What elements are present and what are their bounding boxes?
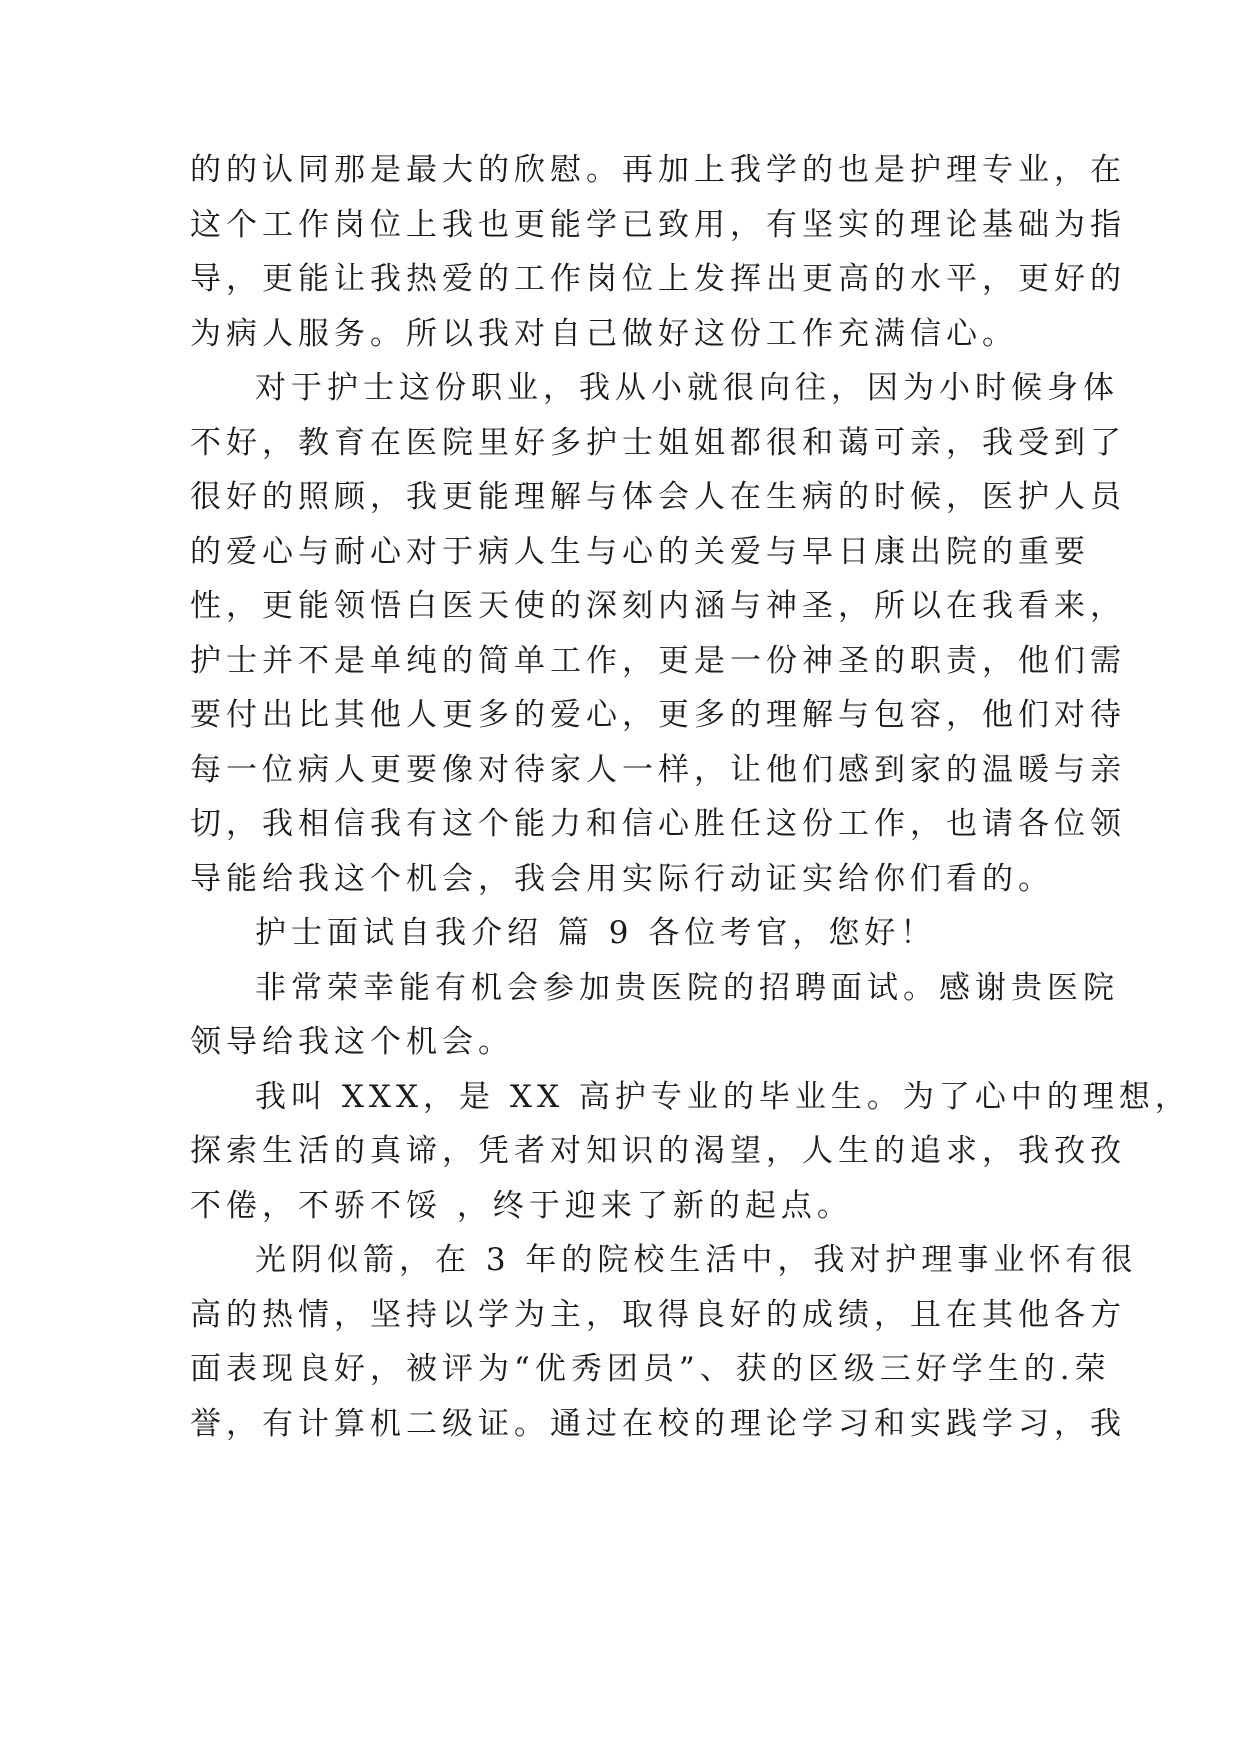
text-line: 高的热情，坚持以学为主，取得良好的成绩，且在其他各方 — [190, 1297, 1126, 1333]
text-line: 不好，教育在医院里好多护士姐姐都很和蔼可亲，我受到了 — [190, 425, 1126, 461]
text-line: 每一位病人更要像对待家人一样，让他们感到家的温暖与亲 — [190, 752, 1126, 788]
text-line: 探索生活的真谛，凭者对知识的渴望，人生的追求，我孜孜 — [190, 1133, 1126, 1169]
text-line: 誉，有计算机二级证。通过在校的理论学习和实践学习，我 — [190, 1406, 1126, 1442]
text-line: 的爱心与耐心对于病人生与心的关爱与早日康出院的重要 — [190, 534, 1090, 570]
text-line: 很好的照顾，我更能理解与体会人在生病的时候，医护人员 — [190, 479, 1126, 515]
text-line: 面表现良好，被评为“优秀团员”、获的区级三好学生的.荣 — [190, 1351, 1111, 1387]
text-line: 切，我相信我有这个能力和信心胜任这份工作，也请各位领 — [190, 806, 1126, 842]
text-line: 这个工作岗位上我也更能学已致用，有坚实的理论基础为指 — [190, 207, 1126, 243]
text-line: 光阴似箭，在 3 年的院校生活中，我对护理事业怀有很 — [255, 1242, 1138, 1278]
text-line: 为病人服务。所以我对自己做好这份工作充满信心。 — [190, 316, 1018, 352]
text-line: 的的认同那是最大的欣慰。再加上我学的也是护理专业，在 — [190, 152, 1126, 188]
text-line: 导能给我这个机会，我会用实际行动证实给你们看的。 — [190, 861, 1054, 897]
text-line: 非常荣幸能有机会参加贵医院的招聘面试。感谢贵医院 — [255, 970, 1119, 1006]
text-line: 要付出比其他人更多的爱心，更多的理解与包容，他们对待 — [190, 697, 1126, 733]
text-line: 导，更能让我热爱的工作岗位上发挥出更高的水平，更好的 — [190, 261, 1126, 297]
text-line: 护士并不是单纯的简单工作，更是一份神圣的职责，他们需 — [190, 643, 1126, 679]
text-line: 性，更能领悟白医天使的深刻内涵与神圣，所以在我看来， — [190, 588, 1126, 624]
text-line: 不倦，不骄不馁 ，终于迎来了新的起点。 — [190, 1188, 853, 1224]
section-heading: 护士面试自我介绍 篇 9 各位考官，您好！ — [255, 915, 937, 951]
text-line: 对于护士这份职业，我从小就很向往，因为小时候身体 — [255, 370, 1119, 406]
text-line: 我叫 XXX，是 XX 高护专业的毕业生。为了心中的理想， — [255, 1079, 1191, 1115]
text-line: 领导给我这个机会。 — [190, 1024, 514, 1060]
